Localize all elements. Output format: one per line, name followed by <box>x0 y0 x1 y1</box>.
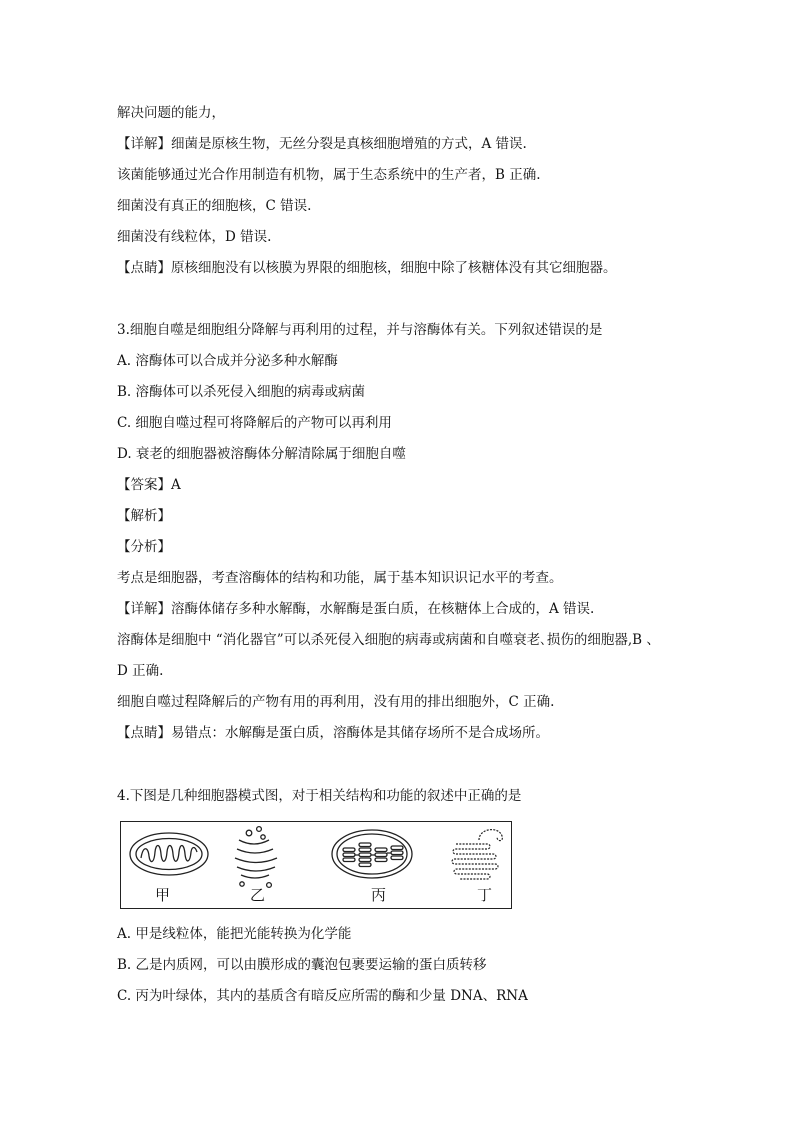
detail-text-3: D 正确. <box>117 663 164 679</box>
endoplasmic-reticulum-icon <box>452 830 502 879</box>
organelle-figure <box>120 821 512 909</box>
question-3-option-d: D. 衰老的细胞器被溶酶体分解清除属于细胞自噬 <box>117 446 406 462</box>
question-3-option-a: A. 溶酶体可以合成并分泌多种水解酶 <box>117 353 338 369</box>
detail-text-1: 【详解】溶酶体储存多种水解酶，水解酶是蛋白质，在核糖体上合成的，A 错误. <box>117 601 595 617</box>
tip-text: 【点睛】易错点：水解酶是蛋白质，溶酶体是其储存场所不是合成场所。 <box>117 725 549 741</box>
answer-label: 【答案】A <box>117 477 181 493</box>
golgi-apparatus-icon <box>235 827 277 888</box>
figure-label-yi: 乙 <box>250 886 266 904</box>
figure-label-jia: 甲 <box>155 886 171 904</box>
analysis-heading: 【解析】 <box>117 508 171 524</box>
text-line-6: 【点睛】原核细胞没有以核膜为界限的细胞核，细胞中除了核糖体没有其它细胞器。 <box>117 260 617 276</box>
text-line-5: 细菌没有线粒体，D 错误. <box>117 229 272 245</box>
text-line-3: 该菌能够通过光合作用制造有机物，属于生态系统中的生产者，B 正确. <box>117 167 541 183</box>
analysis-subheading: 【分析】 <box>117 539 171 555</box>
question-3-option-c: C. 细胞自噬过程可将降解后的产物可以再利用 <box>117 415 392 431</box>
text-line-4: 细菌没有真正的细胞核，C 错误. <box>117 198 312 214</box>
question-3-option-b: B. 溶酶体可以杀死侵入细胞的病毒或病菌 <box>117 384 366 400</box>
question-3-stem: 3.细胞自噬是细胞组分降解与再利用的过程，并与溶酶体有关。下列叙述错误的是 <box>117 322 603 338</box>
text-line-1: 解决问题的能力， <box>117 105 225 121</box>
mitochondrion-icon <box>130 833 208 875</box>
detail-text-4: 细胞自噬过程降解后的产物有用的再利用，没有用的排出细胞外，C 正确. <box>117 694 555 710</box>
figure-label-bing: 丙 <box>371 886 387 904</box>
question-4-option-a: A. 甲是线粒体，能把光能转换为化学能 <box>117 926 352 942</box>
analysis-text: 考点是细胞器，考查溶酶体的结构和功能，属于基本知识识记水平的考查。 <box>117 570 563 586</box>
question-4-stem: 4.下图是几种细胞器模式图，对于相关结构和功能的叙述中正确的是 <box>117 788 522 804</box>
question-4-option-b: B. 乙是内质网，可以由膜形成的囊泡包裹要运输的蛋白质转移 <box>117 957 487 973</box>
text-line-2: 【详解】细菌是原核生物，无丝分裂是真核细胞增殖的方式，A 错误. <box>117 136 527 152</box>
figure-label-ding: 丁 <box>477 886 493 904</box>
question-4-option-c: C. 丙为叶绿体，其内的基质含有暗反应所需的酶和少量 DNA、RNA <box>117 988 528 1004</box>
detail-text-2: 溶酶体是细胞中 “消化器官”可以杀死侵入细胞的病毒或病菌和自噬衰老､损伤的细胞器,B 、 <box>117 632 660 648</box>
chloroplast-icon <box>332 830 412 878</box>
